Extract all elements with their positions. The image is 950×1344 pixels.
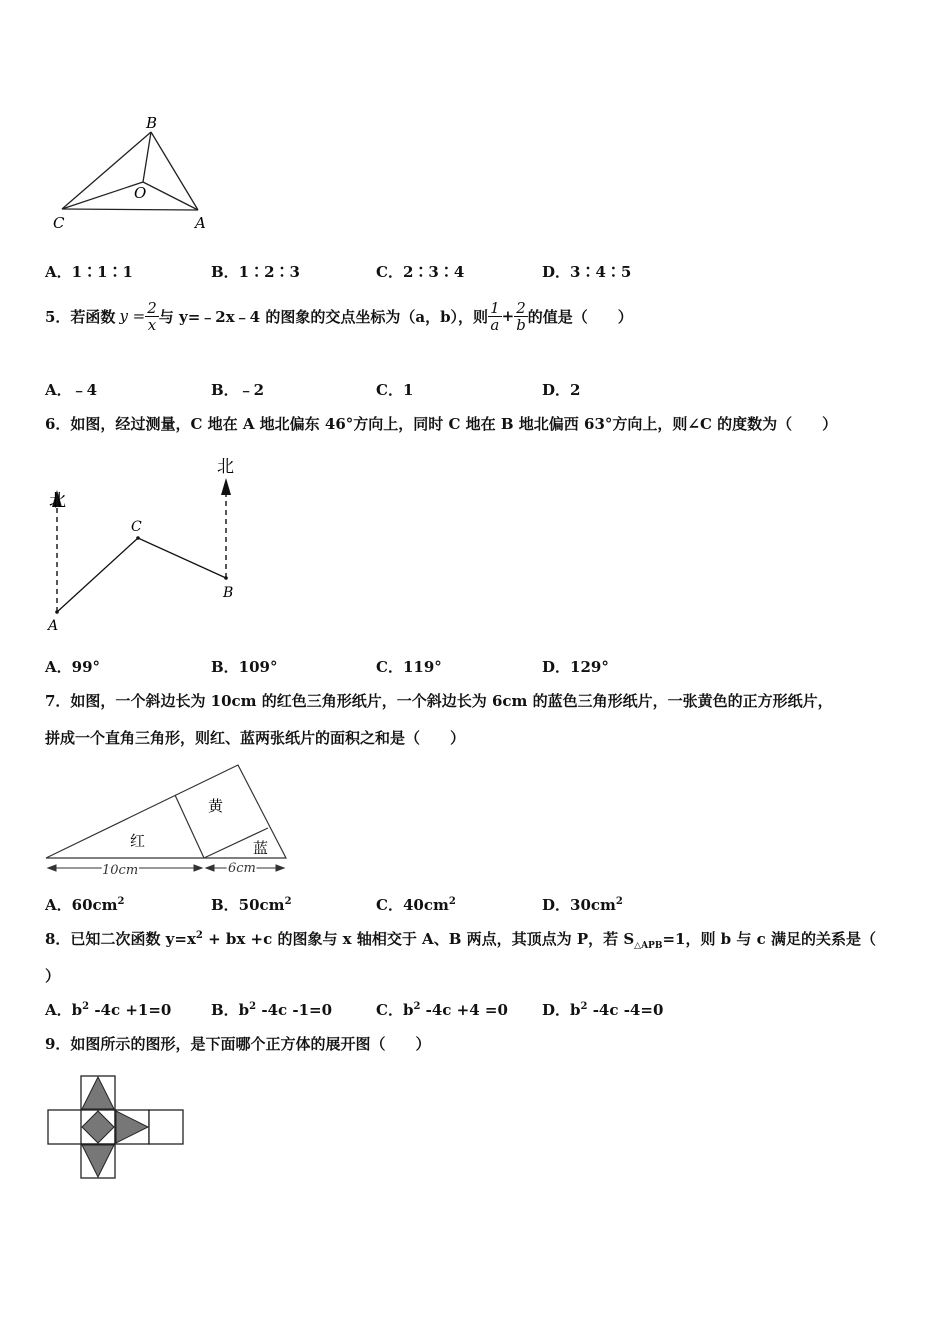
q6-question: 6．如图，经过测量，C 地在 A 地北偏东 46°方向上，同时 C 地在 B 地北偏西 63°方向上，则∠C 的度数为（ ）: [45, 415, 838, 433]
q6-option-d[interactable]: D．129°: [542, 658, 609, 676]
blue-label: 蓝: [253, 839, 269, 857]
bearing-figure: [40, 452, 250, 637]
q5-fraction-2-over-x: $\frac{2}{x}$: [147, 298, 157, 334]
q6-option-c[interactable]: C．119°: [376, 658, 442, 676]
q6-option-a[interactable]: A．99°: [45, 658, 101, 676]
q8-question-line2: ）: [45, 967, 61, 985]
label-b: B: [146, 114, 158, 132]
q7-option-c[interactable]: C．$40cm^2$: [376, 896, 456, 914]
q5-option-c[interactable]: C．1: [376, 381, 414, 399]
label-o: O: [134, 184, 147, 202]
north-label-right: 北: [217, 457, 234, 477]
q4-option-c[interactable]: C．2∶3∶4: [376, 263, 465, 281]
q8-option-c[interactable]: C．$b^2$ -4c +4 =0: [376, 1001, 508, 1019]
q4-option-d[interactable]: D．3∶4∶5: [542, 263, 632, 281]
label-a: A: [48, 618, 59, 634]
q8-option-a[interactable]: A．$b^2$ -4c +1=0: [45, 1001, 172, 1019]
red-label: 红: [130, 832, 146, 850]
q8-question-line1: 8．已知二次函数 $y=x^2$ + bx +c 的图象与 x 轴相交于 A、B 两点，其顶点为 P，若 $S_{\triangle APB}=1$，则 b 与 c 满足的关系是（: [45, 930, 876, 951]
q5-option-d[interactable]: D．2: [542, 381, 581, 399]
length-6cm-label: 6cm: [228, 861, 256, 876]
q7-question-line2: 拼成一个直角三角形，则红、蓝两张纸片的面积之和是（ ）: [45, 729, 466, 747]
label-b: B: [223, 585, 234, 601]
q4-option-a[interactable]: A．1∶1∶1: [45, 263, 133, 281]
q9-question: 9．如图所示的图形，是下面哪个正方体的展开图（ ）: [45, 1035, 431, 1053]
north-label-left: 北: [49, 491, 66, 511]
q5-fraction-2-over-b: $\frac{2}{b}$: [516, 298, 526, 334]
q7-option-b[interactable]: B．$50cm^2$: [211, 896, 292, 914]
paper-triangle-figure: [40, 758, 290, 883]
q5-option-a[interactable]: A．﹣4: [45, 381, 98, 399]
q5-question: [45, 296, 633, 336]
q8-option-b[interactable]: B．$b^2$ -4c -1=0: [211, 1001, 333, 1019]
q6-option-b[interactable]: B．109°: [211, 658, 278, 676]
length-10cm-label: 10cm: [102, 863, 139, 878]
triangle-figure: [45, 110, 225, 235]
q5-fraction-1-over-a: $\frac{1}{a}$: [490, 298, 500, 334]
q5-plus: +: [501, 307, 515, 325]
yellow-label: 黄: [208, 797, 224, 815]
cube-net-figure: [45, 1072, 190, 1182]
q5-option-b[interactable]: B．﹣2: [211, 381, 265, 399]
q5-suffix: 的值是（ ）: [527, 307, 633, 326]
q4-option-b[interactable]: B．1∶2∶3: [211, 263, 300, 281]
label-c: C: [53, 214, 65, 232]
q8-option-d[interactable]: D．$b^2$ -4c -4=0: [542, 1001, 664, 1019]
q7-question-line1: 7．如图，一个斜边长为 10cm 的红色三角形纸片，一个斜边长为 6cm 的蓝色三角形纸片，一张黄色的正方形纸片，: [45, 692, 833, 710]
q5-y-eq: y =: [119, 307, 146, 325]
q7-option-d[interactable]: D．$30cm^2$: [542, 896, 623, 914]
label-a: A: [195, 214, 206, 232]
label-c: C: [131, 519, 142, 535]
q5-prefix: 5．若函数: [45, 307, 116, 326]
q5-middle: 与 y=﹣2x﹣4 的图象的交点坐标为（a，b），则: [158, 307, 489, 326]
q7-option-a[interactable]: A．$60cm^2$: [45, 896, 125, 914]
